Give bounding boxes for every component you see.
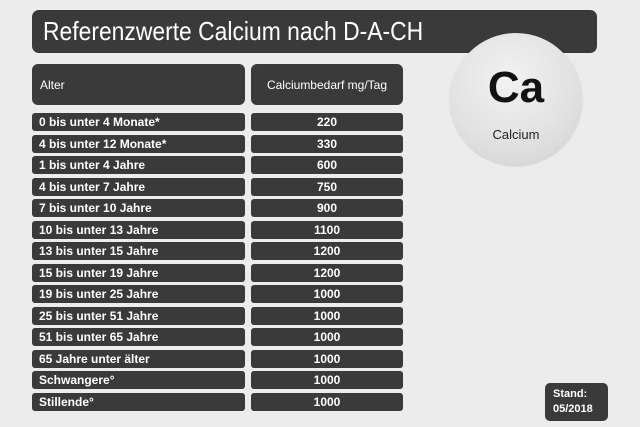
element-symbol: Ca <box>487 63 545 112</box>
calcium-value-cell: 1000 <box>251 307 403 325</box>
calcium-value-cell: 1000 <box>251 393 403 411</box>
age-group-cell: 13 bis unter 15 Jahre <box>32 242 245 260</box>
calcium-value-cell: 1000 <box>251 328 403 346</box>
age-group-cell: 1 bis unter 4 Jahre <box>32 156 245 174</box>
stand-label: Stand: <box>553 388 588 400</box>
calcium-value-cell: 1000 <box>251 350 403 368</box>
age-group-cell: 25 bis unter 51 Jahre <box>32 307 245 325</box>
column-header-calcium: Calciumbedarf mg/Tag <box>251 64 403 105</box>
age-group-cell: 19 bis unter 25 Jahre <box>32 285 245 303</box>
calcium-value-cell: 1200 <box>251 264 403 282</box>
calcium-value-cell: 1000 <box>251 285 403 303</box>
element-name: Calcium <box>492 127 540 142</box>
page-title: Referenzwerte Calcium nach D-A-CH <box>43 16 424 46</box>
age-group-cell: Schwangere° <box>32 371 245 389</box>
stand-date: 05/2018 <box>553 403 593 415</box>
age-group-cell: 4 bis unter 7 Jahre <box>32 178 245 196</box>
calcium-value-cell: 600 <box>251 156 403 174</box>
age-group-cell: 10 bis unter 13 Jahre <box>32 221 245 239</box>
age-group-cell: 0 bis unter 4 Monate* <box>32 113 245 131</box>
age-group-cell: 51 bis unter 65 Jahre <box>32 328 245 346</box>
age-group-cell: Stillende° <box>32 393 245 411</box>
column-header-age: Alter <box>32 64 245 105</box>
stand-badge <box>545 383 608 421</box>
age-group-cell: 65 Jahre unter älter <box>32 350 245 368</box>
calcium-value-cell: 900 <box>251 199 403 217</box>
age-group-cell: 7 bis unter 10 Jahre <box>32 199 245 217</box>
calcium-value-cell: 1000 <box>251 371 403 389</box>
calcium-value-cell: 1100 <box>251 221 403 239</box>
calcium-value-cell: 220 <box>251 113 403 131</box>
age-group-cell: 4 bis unter 12 Monate* <box>32 135 245 153</box>
calcium-element-badge <box>450 33 582 165</box>
calcium-value-cell: 330 <box>251 135 403 153</box>
calcium-value-cell: 750 <box>251 178 403 196</box>
calcium-value-cell: 1200 <box>251 242 403 260</box>
age-group-cell: 15 bis unter 19 Jahre <box>32 264 245 282</box>
